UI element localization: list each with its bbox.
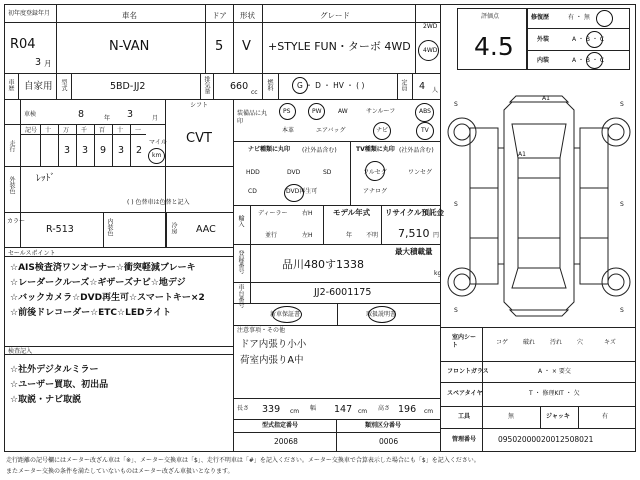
mileage-digit: 3 (118, 145, 125, 156)
diagram-s-3: S (454, 201, 458, 208)
color-code-label: カラー (7, 218, 26, 225)
tv-item: ワンセグ (408, 169, 433, 176)
grade-label: グレード (320, 11, 350, 20)
mileage-divider (94, 124, 95, 166)
mileage-label: 走行 (8, 140, 15, 152)
cap-unit: 人 (432, 87, 439, 94)
jack-label: ジャッキ (546, 413, 570, 420)
import-dealer: ディーラー (258, 210, 288, 217)
width-unit: cm (358, 408, 368, 415)
import-left: 左H (302, 232, 313, 239)
rear-bumper (510, 310, 568, 316)
tv-item: フルセグ (363, 169, 387, 176)
glass-value: A ・ × 要交 (538, 368, 571, 375)
cap-value: 4 (419, 81, 426, 92)
exterior-note: ( ) 色替車は色替と記入 (127, 199, 190, 206)
shift-value: CVT (186, 131, 212, 146)
sales-line: ☆レーダークルーズ☆ギザーズナビ☆地デジ (10, 278, 186, 288)
interior-color-label: 内装色 (106, 218, 113, 236)
exterior-color: ﾚｯﾄﾞ (36, 173, 56, 184)
recycle-unit: 円 (433, 232, 440, 239)
reg-month: 3 (35, 57, 42, 68)
diagram-s-5: S (454, 307, 458, 314)
roof (518, 158, 560, 268)
equipment-item: ABS (419, 108, 431, 115)
color-code-value: R-513 (46, 224, 74, 235)
wheel-rear-left (448, 268, 476, 296)
height-unit: cm (424, 408, 434, 415)
sales-line: ☆AIS検査済ワンオーナー☆衝突軽減ブレーキ (10, 263, 196, 273)
manage-value: 09502000020012508021 (498, 435, 594, 444)
shape-label: 形状 (240, 11, 255, 20)
mileage-digit: 2 (136, 145, 143, 156)
spare-label: スペアタイヤ (447, 390, 483, 397)
note-line: 荷室内張りA中 (240, 355, 304, 366)
width-label: 幅 (310, 405, 317, 412)
navi-item: CD (248, 188, 257, 195)
navi-item: SD (323, 169, 332, 176)
sales-label: セールスポイント (8, 250, 56, 257)
wheel-front-right (602, 118, 630, 146)
mileage-digit-label: 一 (135, 127, 142, 134)
model-year-unit: 年 (346, 232, 353, 239)
tools-value: 無 (508, 413, 515, 420)
manage-label: 管理番号 (452, 436, 477, 443)
diagram-s-1: S (454, 101, 458, 108)
disp-unit: cc (251, 89, 258, 96)
diagram-a1-front: A1 (542, 95, 550, 102)
door-value: 5 (215, 39, 224, 54)
seat-item: コゲ (496, 339, 509, 346)
inspection-year: 8 (78, 109, 85, 120)
mileage-digit-label: 十 (117, 127, 124, 134)
equipment-item: TV (421, 127, 429, 134)
equipment-item: AW (338, 108, 348, 115)
model-year-unknown: 不明 (366, 232, 379, 239)
sales-line: ☆前後ドレコーダー☆ETC☆LEDライト (10, 308, 172, 318)
note-line: ドア内張り小小 (240, 339, 307, 350)
seat-item: 穴 (577, 339, 584, 346)
inspector-line: ☆ユーザー買取、初出品 (10, 380, 109, 390)
int-label: 内装 (537, 57, 550, 64)
car-diagram (446, 88, 632, 324)
sales-line: ☆バックカメラ☆DVD再生可☆スマートキー×2 (10, 293, 205, 303)
drive-2wd: 2WD (423, 23, 438, 30)
equip-navi-circle (373, 122, 391, 140)
score-value: 4.5 (474, 32, 514, 61)
rear-window (512, 268, 566, 288)
length-unit: cm (290, 408, 300, 415)
shift-label: シフト (190, 102, 209, 109)
model-label: 型式 (60, 79, 67, 91)
diagram-s-4: S (620, 201, 624, 208)
reg-era: R04 (10, 37, 36, 52)
model-year-label: モデル年式 (333, 208, 371, 217)
tv-fullseg-circle (365, 161, 385, 181)
left-side (470, 128, 498, 284)
ext-b-circle (586, 31, 603, 48)
length-label: 長さ (237, 405, 250, 412)
diagram-s-6: S (620, 307, 624, 314)
cooler-label: 冷房 (170, 222, 177, 234)
length-value: 339 (262, 404, 281, 415)
import-label: 輸入 (237, 215, 244, 227)
disp-value: 660 (230, 81, 249, 92)
int-b-circle (586, 52, 603, 69)
car-name: N-VAN (109, 39, 150, 54)
cap-label: 定員 (400, 79, 407, 91)
inspection-month: 3 (127, 109, 134, 120)
tools-label: 工具 (458, 413, 471, 420)
plate-value: 品川480す1338 (282, 258, 364, 271)
recycle-label: リサイクル預託金 (385, 208, 444, 217)
seat-item: 破れ (523, 339, 536, 346)
fuel-label: 燃料 (266, 79, 273, 91)
glass-label: フロントガラス (447, 368, 489, 375)
footer-line2: またメーター交換の条件を満たしていないものはメーター改ざん車扱いとなります。 (6, 468, 234, 475)
mileage-digit-label: 百 (99, 127, 106, 134)
new-warranty: 新車保証書 (270, 311, 301, 318)
equip-tv-circle (416, 122, 434, 140)
tv-label: TV種類に丸印 (356, 146, 395, 153)
mileage-divider (40, 124, 41, 166)
mileage-divider (130, 124, 131, 166)
max-load-label: 最大積載量 (395, 247, 433, 256)
use-value: 自家用 (24, 81, 53, 92)
name-label: 車名 (122, 11, 137, 20)
recycle-value: 7,510 (398, 227, 430, 240)
footer-line1: 走行距離の記号欄にはメーター改ざん車は「※」、メーター交換車は「$」、走行不明車は「#」を記入ください。メーター交換車で合算表示した場合にも「$」を記入ください。 (6, 457, 480, 464)
inspection-month-unit: 月 (152, 115, 159, 122)
inspector-line: ☆取説・ナビ取説 (10, 395, 82, 405)
fuel-value: G ・ D ・ HV ・ ( ) (297, 81, 365, 90)
navi-item: HDD (246, 169, 260, 176)
repair-none-circle (596, 10, 613, 27)
equipment-item: PS (283, 108, 291, 115)
mileage-digit: 9 (100, 145, 107, 156)
equipment-item: ナビ (376, 127, 389, 134)
repair-label: 修復歴 (531, 14, 550, 21)
notes-label: 注意事項・その他 (237, 327, 286, 334)
wheel-front-left (448, 118, 476, 146)
inspection-label: 車検 (24, 111, 37, 118)
mileage-digit: 3 (82, 145, 89, 156)
mileage-digit: 3 (64, 145, 71, 156)
ext-value: A ・ B ・ C (572, 36, 605, 43)
diagram-s-2: S (620, 101, 624, 108)
mileage-unit-mile: マイル (149, 139, 167, 146)
spare-value: T ・ 修理KIT ・ 欠 (529, 390, 580, 397)
wheel-rear-right (602, 268, 630, 296)
interior-seat-label: 室内シート (452, 334, 477, 350)
mileage-divider (76, 124, 77, 166)
type-code-value: 20068 (274, 437, 298, 446)
drive-4wd: 4WD (423, 47, 438, 54)
manual: 取扱説明書 (366, 311, 397, 318)
max-load-unit: kg (434, 270, 442, 277)
right-side (580, 128, 608, 284)
mileage-unit-km: km (152, 152, 162, 159)
mileage-digit-label: 千 (81, 127, 88, 134)
inspection-year-unit: 年 (104, 115, 111, 122)
equip-abs-circle (415, 103, 434, 122)
mileage-divider (112, 124, 113, 166)
equipment-label: 装備品に丸印 (237, 110, 268, 125)
grade-value: +STYLE FUN・ターボ 4WD (268, 40, 411, 53)
door-label: ドア (212, 11, 227, 20)
inspector-line: ☆社外デジタルミラー (10, 365, 99, 375)
mileage-divider (58, 124, 59, 166)
equipment-item: サンルーフ (366, 108, 396, 115)
shape-value: V (242, 39, 251, 54)
score-label: 評価点 (481, 13, 500, 20)
navi-item: DVD再生可 (286, 188, 318, 195)
height-label: 高さ (378, 405, 391, 412)
disp-label: 排気量 (203, 76, 210, 94)
equipment-item: PW (312, 108, 322, 115)
chassis-value: JJ2-6001175 (314, 287, 372, 298)
navi-dvd-play-circle (284, 184, 304, 202)
mileage-digit-label: 万 (63, 127, 70, 134)
diagram-a1-roof: A1 (518, 151, 526, 158)
front-bumper (510, 96, 568, 102)
inspector-label: 検査記入 (8, 348, 33, 355)
navi-item: DVD (287, 169, 301, 176)
plate-label: 登録番号 (237, 250, 244, 274)
chassis-label: 車台番号 (237, 284, 244, 308)
height-value: 196 (398, 404, 417, 415)
equipment-item: エアバッグ (316, 127, 346, 134)
type-code-label: 型式指定番号 (262, 422, 299, 429)
model-value: 5BD-JJ2 (110, 81, 146, 92)
mileage-digit-label: 十 (45, 127, 52, 134)
tv-sub: (社外品含む) (399, 147, 434, 154)
equip-ps-circle (279, 103, 296, 120)
mileage-digit-label: 記号 (25, 127, 38, 134)
ext-label: 外装 (537, 36, 550, 43)
seat-item: キズ (604, 339, 616, 346)
import-right: 右H (302, 210, 313, 217)
navi-sub: (社外品含む) (302, 147, 337, 154)
width-value: 147 (334, 404, 353, 415)
class-code-value: 0006 (379, 437, 399, 446)
repair-value: 有 ・ 無 (568, 14, 590, 21)
navi-label: ナビ種類に丸印 (248, 146, 291, 153)
int-value: A ・ B ・ C (572, 57, 605, 64)
use-label: 車歴 (7, 79, 14, 91)
class-code-label: 類別区分番号 (365, 422, 402, 429)
reg-month-suffix: 月 (44, 59, 52, 68)
equip-pw-circle (308, 103, 325, 120)
equipment-item: 本革 (282, 127, 295, 134)
import-parallel: 並行 (265, 232, 278, 239)
tv-item: アナログ (363, 188, 388, 195)
jack-value: 有 (602, 413, 609, 420)
reg-label: 初年度登録年月 (8, 10, 51, 17)
seat-item: 汚れ (550, 339, 563, 346)
cooler-value: AAC (196, 224, 216, 235)
exterior-label: 外装色 (8, 176, 15, 194)
